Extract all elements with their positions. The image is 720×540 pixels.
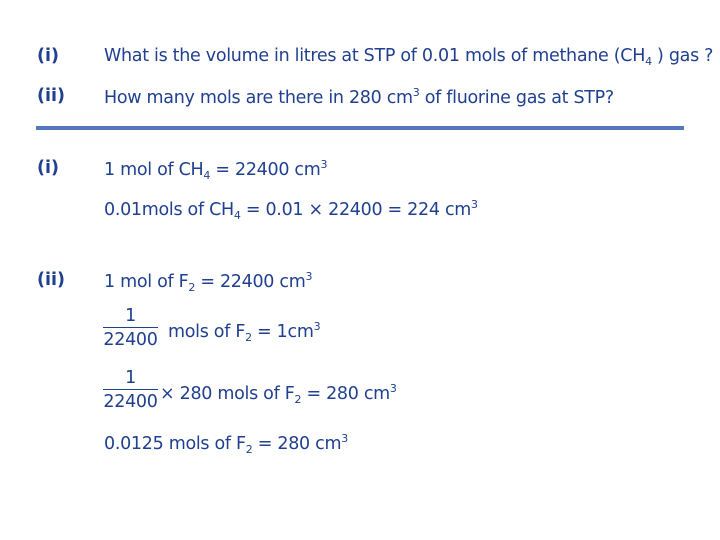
answer-ii-line1: 1 mol of $F_2 = 22400$ $cm^3$ [104, 270, 313, 294]
answer-ii-label: (ii) [37, 270, 65, 290]
divider-rule [36, 126, 684, 130]
fraction-denominator: 22400 [103, 392, 158, 412]
fraction-numerator: 1 [103, 306, 158, 328]
question-i-label: (i) [37, 46, 59, 66]
question-i-text: What is the volume in litres at STP of 0.01 mols of methane ($CH_4$ ) gas ? [104, 46, 714, 68]
answer-ii-line2: mols of $F_2 = 1cm^3$ [168, 320, 321, 344]
answer-i-label: (i) [37, 158, 59, 178]
fraction-1-over-22400-b [103, 368, 158, 412]
fraction-1-over-22400 [103, 306, 158, 350]
fraction-denominator: 22400 [103, 330, 158, 350]
answer-ii-line4: 0.0125 mols of $F_2 = 280$ $cm^3$ [104, 432, 348, 456]
fraction-numerator: 1 [103, 368, 158, 390]
answer-i-line1: 1 mol of $CH_4 = 22400$ $cm^3$ [104, 158, 328, 182]
answer-i-line2: 0.01mols of $CH_4 = 0.01 \times 22400 = 224$ $cm^3$ [104, 198, 478, 222]
answer-ii-line3: × 280 mols of $F_2 = 280$ $cm^3$ [160, 382, 397, 406]
question-ii-text: How many mols are there in 280 $cm^3$ of fluorine gas at STP? [104, 86, 614, 108]
question-ii-label: (ii) [37, 86, 65, 106]
